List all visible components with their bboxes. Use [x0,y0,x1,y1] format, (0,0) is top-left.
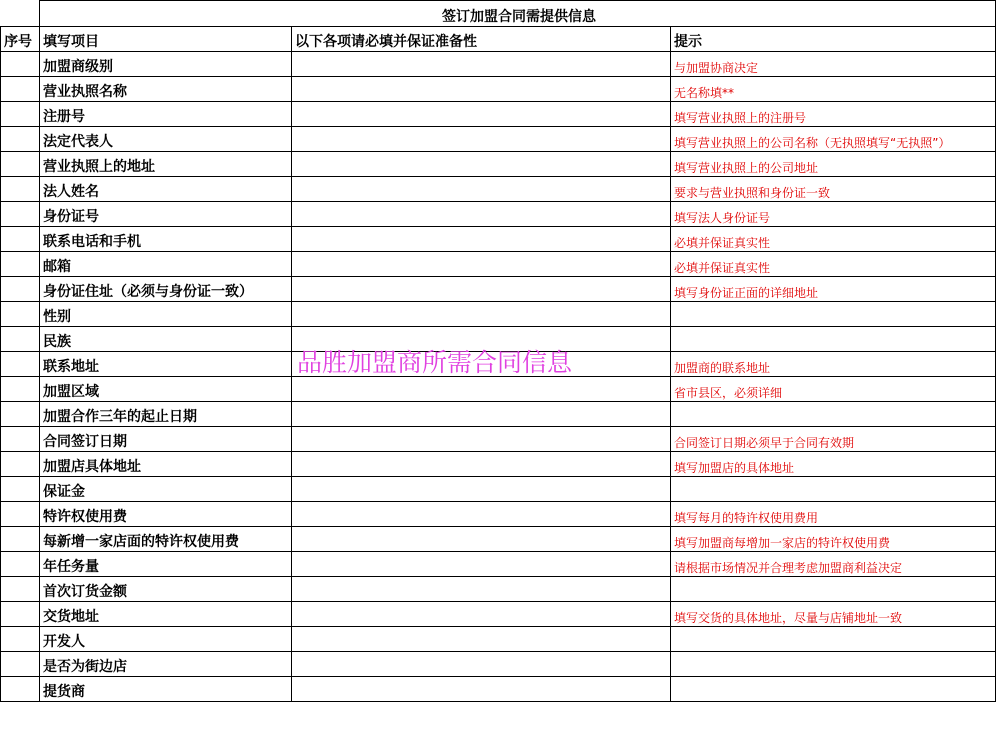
table-row [1,452,996,477]
seq-cell[interactable] [1,652,40,677]
seq-cell[interactable] [1,102,40,127]
hint-cell[interactable]: 填写营业执照上的注册号 [671,102,996,127]
item-cell[interactable]: 身份证号 [40,202,292,227]
hint-cell[interactable] [671,327,996,352]
hint-cell[interactable]: 加盟商的联系地址 [671,352,996,377]
table-row [1,427,996,452]
sheet-title[interactable]: 签订加盟合同需提供信息 [40,1,996,27]
seq-cell[interactable] [1,227,40,252]
item-cell[interactable]: 交货地址 [40,602,292,627]
seq-cell[interactable] [1,252,40,277]
table-row [1,52,996,77]
table-row [1,202,996,227]
value-input-cell[interactable] [292,227,671,252]
hint-cell[interactable] [671,402,996,427]
item-cell[interactable]: 合同签订日期 [40,427,292,452]
value-input-cell[interactable] [292,177,671,202]
table-row [1,377,996,402]
hint-cell[interactable]: 填写身份证正面的详细地址 [671,277,996,302]
table-row [1,402,996,427]
seq-cell[interactable] [1,52,40,77]
item-cell[interactable]: 加盟店具体地址 [40,452,292,477]
hint-cell[interactable]: 合同签订日期必须早于合同有效期 [671,427,996,452]
hint-cell[interactable]: 填写加盟商每增加一家店的特许权使用费 [671,527,996,552]
item-cell[interactable]: 联系地址 [40,352,292,377]
seq-cell[interactable] [1,302,40,327]
item-cell[interactable]: 营业执照上的地址 [40,152,292,177]
value-input-cell[interactable] [292,527,671,552]
value-input-cell[interactable] [292,677,671,702]
seq-cell[interactable] [1,177,40,202]
item-cell[interactable]: 联系电话和手机 [40,227,292,252]
seq-cell[interactable] [1,627,40,652]
item-cell[interactable]: 年任务量 [40,552,292,577]
value-input-cell[interactable] [292,652,671,677]
seq-cell[interactable] [1,577,40,602]
table-row [1,127,996,152]
hint-cell[interactable]: 与加盟协商决定 [671,52,996,77]
hint-cell[interactable]: 必填并保证真实性 [671,252,996,277]
item-cell[interactable]: 邮箱 [40,252,292,277]
item-cell[interactable]: 特许权使用费 [40,502,292,527]
hint-cell[interactable]: 填写每月的特许权使用费用 [671,502,996,527]
header-seq[interactable]: 序号 [1,27,40,52]
seq-cell[interactable] [1,552,40,577]
table-row [1,277,996,302]
item-cell[interactable]: 注册号 [40,102,292,127]
seq-cell[interactable] [1,427,40,452]
item-cell[interactable]: 是否为街边店 [40,652,292,677]
value-input-cell[interactable] [292,202,671,227]
seq-cell[interactable] [1,127,40,152]
item-cell[interactable]: 法人姓名 [40,177,292,202]
table-row [1,152,996,177]
hint-cell[interactable]: 必填并保证真实性 [671,227,996,252]
value-input-cell[interactable] [292,77,671,102]
item-cell[interactable]: 民族 [40,327,292,352]
table-row [1,652,996,677]
value-input-cell[interactable] [292,577,671,602]
hint-cell[interactable] [671,577,996,602]
seq-cell[interactable] [1,152,40,177]
table-row [1,677,996,702]
hint-cell[interactable] [671,652,996,677]
item-cell[interactable]: 身份证住址（必须与身份证一致） [40,277,292,302]
header-hint[interactable]: 提示 [671,27,996,52]
seq-cell[interactable] [1,352,40,377]
hint-cell[interactable]: 填写加盟店的具体地址 [671,452,996,477]
seq-cell[interactable] [1,77,40,102]
value-input-cell[interactable] [292,427,671,452]
hint-cell[interactable]: 请根据市场情况并合理考虑加盟商利益决定 [671,552,996,577]
table-row [1,602,996,627]
value-input-cell[interactable] [292,627,671,652]
table-row [1,252,996,277]
seq-cell[interactable] [1,377,40,402]
table-row [1,352,996,377]
seq-cell[interactable] [1,402,40,427]
value-input-cell[interactable] [292,102,671,127]
seq-cell[interactable] [1,502,40,527]
table-row [1,177,996,202]
table-row [1,77,996,102]
value-input-cell[interactable] [292,552,671,577]
value-input-cell[interactable] [292,277,671,302]
value-input-cell[interactable] [292,477,671,502]
table-row [1,627,996,652]
item-cell[interactable]: 加盟区域 [40,377,292,402]
table-row [1,327,996,352]
seq-cell[interactable] [1,527,40,552]
value-input-cell[interactable] [292,152,671,177]
item-cell[interactable]: 开发人 [40,627,292,652]
header-value[interactable]: 以下各项请必填并保证准备性 [292,27,671,52]
hint-cell[interactable]: 省市县区，必须详细 [671,377,996,402]
hint-cell[interactable]: 填写营业执照上的公司名称（无执照填写“无执照”） [671,127,996,152]
table-row [1,552,996,577]
seq-cell[interactable] [1,602,40,627]
seq-cell[interactable] [1,477,40,502]
hint-cell[interactable]: 填写交货的具体地址，尽量与店铺地址一致 [671,602,996,627]
header-row [1,27,996,52]
item-cell[interactable]: 性别 [40,302,292,327]
hint-cell[interactable]: 要求与营业执照和身份证一致 [671,177,996,202]
hint-cell[interactable] [671,477,996,502]
table-row [1,577,996,602]
header-item[interactable]: 填写项目 [40,27,292,52]
hint-cell[interactable]: 填写法人身份证号 [671,202,996,227]
item-cell[interactable]: 法定代表人 [40,127,292,152]
table-row [1,102,996,127]
item-cell[interactable]: 每新增一家店面的特许权使用费 [40,527,292,552]
table-row [1,502,996,527]
table-row [1,227,996,252]
seq-cell[interactable] [1,327,40,352]
value-input-cell[interactable] [292,602,671,627]
seq-cell[interactable] [1,677,40,702]
value-input-cell[interactable] [292,127,671,152]
seq-cell[interactable] [1,202,40,227]
title-blank-cell[interactable] [1,1,40,27]
value-input-cell[interactable] [292,452,671,477]
value-input-cell[interactable] [292,352,671,377]
seq-cell[interactable] [1,277,40,302]
item-cell[interactable]: 加盟商级别 [40,52,292,77]
seq-cell[interactable] [1,452,40,477]
item-cell[interactable]: 首次订货金额 [40,577,292,602]
table-row [1,302,996,327]
value-input-cell[interactable] [292,302,671,327]
item-cell[interactable]: 提货商 [40,677,292,702]
hint-cell[interactable]: 填写营业执照上的公司地址 [671,152,996,177]
hint-cell[interactable] [671,302,996,327]
value-input-cell[interactable] [292,402,671,427]
hint-cell[interactable] [671,677,996,702]
value-input-cell[interactable] [292,52,671,77]
item-cell[interactable]: 加盟合作三年的起止日期 [40,402,292,427]
item-cell[interactable]: 营业执照名称 [40,77,292,102]
title-row [1,1,996,27]
table-row [1,527,996,552]
value-input-cell[interactable] [292,502,671,527]
hint-cell[interactable] [671,627,996,652]
value-input-cell[interactable] [292,377,671,402]
watermark-text: 品胜加盟商所需合同信息 [297,348,573,377]
hint-cell[interactable]: 无名称填** [671,77,996,102]
table-row [1,477,996,502]
value-input-cell[interactable] [292,327,671,352]
value-input-cell[interactable] [292,252,671,277]
item-cell[interactable]: 保证金 [40,477,292,502]
